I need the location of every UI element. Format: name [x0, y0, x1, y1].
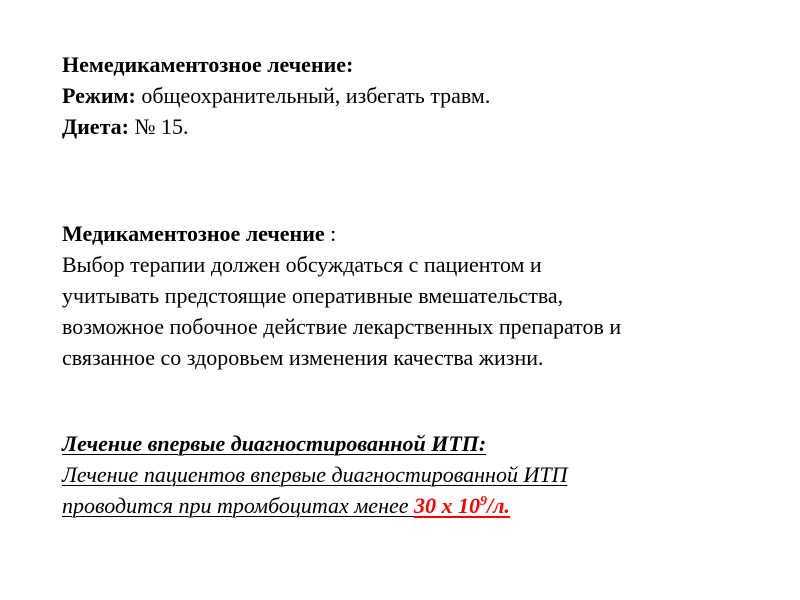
diet-line — [62, 111, 772, 142]
threshold-exponent: 9 — [480, 494, 488, 509]
drug-treatment-heading-line — [62, 218, 772, 249]
diet-text: № 15. — [128, 114, 189, 139]
threshold-unit: /л. — [487, 493, 510, 518]
new-itp-threshold-line — [62, 490, 772, 521]
regime-label: Режим: — [62, 83, 136, 108]
drug-treatment-text-line: учитывать предстоящие оперативные вмешательства, — [62, 283, 564, 308]
new-itp-text-line: Лечение пациентов впервые диагностированной ИТП — [62, 462, 568, 487]
diet-label: Диета: — [62, 114, 129, 139]
drug-treatment-text-line: возможное побочное действие лекарственных препаратов и — [62, 314, 622, 339]
platelet-threshold-value — [414, 493, 510, 518]
drug-treatment-section — [62, 218, 772, 373]
new-itp-heading: Лечение впервые диагностированной ИТП: — [62, 431, 487, 456]
threshold-number: 30 х 10 — [414, 493, 481, 518]
regime-line — [62, 80, 772, 111]
threshold-prefix: проводится при тромбоцитах менее — [62, 493, 415, 518]
regime-text: общеохранительный, избегать травм. — [135, 83, 491, 108]
non-drug-treatment-section — [62, 49, 772, 142]
non-drug-treatment-heading: Немедикаментозное лечение: — [62, 52, 354, 77]
drug-treatment-text-line: связанное со здоровьем изменения качества жизни. — [62, 345, 544, 370]
drug-treatment-heading: Медикаментозное лечение — [62, 221, 325, 246]
drug-treatment-text-line: Выбор терапии должен обсуждаться с пациентом и — [62, 252, 542, 277]
new-itp-treatment-section — [62, 428, 772, 521]
drug-treatment-heading-suffix: : — [324, 221, 337, 246]
